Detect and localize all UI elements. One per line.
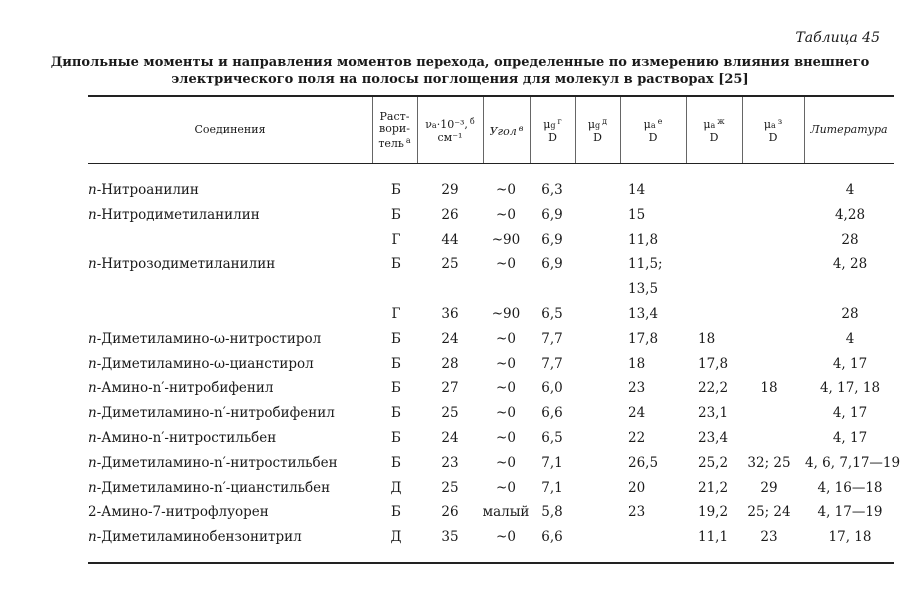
compound-cell: n-Нитроанилин (88, 182, 199, 198)
mu-a-2-cell: 21,2 (698, 479, 729, 496)
mu-g-d-cell (575, 426, 619, 451)
compound-cell: n-Нитродиметиланилин (88, 206, 260, 223)
solvent-cell: Б (391, 430, 401, 446)
nu-cell: 23 (441, 454, 459, 471)
nu-cell: 28 (441, 355, 459, 372)
mu-g-cell: 6,0 (541, 380, 563, 397)
mu-a-2-cell: 11,1 (698, 529, 729, 546)
mu-a-3-cell (742, 178, 796, 203)
compound-cell: n-Нитрозодиметиланилин (88, 256, 276, 273)
literature-cell: 4, 16—18 (817, 479, 883, 496)
angle-cell (482, 277, 530, 302)
table-row (0, 401, 920, 426)
mu-g-d-cell (575, 352, 619, 377)
table-row (0, 178, 920, 203)
mu-a-2-cell (690, 277, 742, 302)
nu-cell: 25 (441, 405, 459, 422)
literature-cell: 4, 6, 7,17—19 (805, 454, 901, 471)
nu-cell: 44 (441, 231, 459, 248)
mu-a-1-cell: 13,5 (628, 281, 659, 298)
compound-cell: n-Амино-n′-нитростильбен (88, 430, 277, 446)
mu-a-2-cell: 23,4 (698, 430, 729, 446)
solvent-cell: Б (391, 454, 401, 471)
mu-a-2-cell: 25,2 (698, 454, 729, 471)
angle-cell: ~0 (496, 206, 516, 223)
header-compound: Соединения (194, 123, 266, 136)
literature-cell: 4, 17 (832, 405, 868, 422)
mu-a-1-cell: 15 (628, 206, 646, 223)
compound-cell: n-Диметиламино-n′-нитробифенил (88, 405, 335, 422)
mu-a-2-cell (690, 178, 742, 203)
table-row (0, 426, 920, 451)
table-row (0, 228, 920, 253)
mu-a-3-cell (742, 252, 796, 277)
table-row (0, 376, 920, 401)
mu-g-cell: 7,1 (541, 479, 563, 496)
table-row (0, 302, 920, 327)
angle-cell: ~0 (496, 405, 516, 422)
mu-a-1-cell: 26,5 (628, 454, 659, 471)
nu-cell: 35 (441, 529, 459, 546)
mu-g-d-cell (575, 277, 619, 302)
header-mu-a-2: μa $^ж$ D (703, 117, 725, 144)
mu-a-3-cell (742, 352, 796, 377)
literature-cell: 4 (845, 182, 855, 198)
mu-a-1-cell (620, 525, 678, 550)
compound-cell: n-Диметиламинобензонитрил (88, 529, 302, 546)
bottom-rule (88, 562, 894, 564)
solvent-cell: Г (391, 306, 401, 322)
mu-a-1-cell: 14 (628, 182, 646, 198)
mu-a-2-cell (690, 228, 742, 253)
mu-a-1-cell: 24 (628, 405, 646, 422)
angle-cell: ~0 (496, 430, 516, 446)
table-row (0, 525, 920, 550)
mu-a-1-cell: 23 (628, 380, 646, 397)
angle-cell: ~0 (496, 330, 516, 347)
mu-a-2-cell (690, 302, 742, 327)
mu-g-d-cell (575, 525, 619, 550)
mu-g-cell (530, 277, 574, 302)
mu-a-3-cell: 32; 25 (747, 454, 791, 471)
mu-g-cell: 7,7 (541, 355, 563, 372)
compound-cell: n-Амино-n′-нитробифенил (88, 380, 274, 397)
nu-cell: 27 (441, 380, 459, 397)
header-rule (88, 163, 894, 164)
mu-a-1-cell: 11,5; (628, 256, 663, 273)
mu-g-cell: 7,7 (541, 330, 563, 347)
literature-cell: 4 (845, 330, 855, 347)
mu-a-2-cell: 19,2 (698, 504, 729, 521)
mu-a-1-cell: 13,4 (628, 306, 659, 322)
solvent-cell: Б (391, 405, 401, 422)
mu-a-3-cell: 18 (760, 380, 778, 397)
solvent-cell: Б (391, 380, 401, 397)
header-nu: νa·10⁻³, $^б$ см⁻¹ (425, 117, 475, 144)
mu-a-2-cell: 17,8 (698, 355, 729, 372)
literature-cell: 28 (841, 231, 859, 248)
mu-a-3-cell (742, 426, 796, 451)
literature-cell: 4,28 (834, 206, 866, 223)
compound-cell: n-Диметиламино-n′-нитростильбен (88, 454, 338, 471)
mu-g-cell: 6,9 (541, 206, 563, 223)
header-angle: Угол $^в$ (489, 123, 524, 138)
nu-cell: 25 (441, 479, 459, 496)
caption-line-1: Дипольные моменты и направления моментов перехода, определенные по измерению влияния внешнего (50, 55, 870, 70)
angle-cell: ~0 (496, 479, 516, 496)
table-row (0, 352, 920, 377)
mu-g-cell: 6,9 (541, 231, 563, 248)
angle-cell: ~0 (496, 182, 516, 198)
mu-g-cell: 6,5 (541, 430, 563, 446)
mu-g-d-cell (575, 376, 619, 401)
mu-a-3-cell (742, 203, 796, 228)
mu-g-d-cell (575, 178, 619, 203)
solvent-cell: Б (391, 355, 401, 372)
solvent-cell: Б (391, 182, 401, 198)
solvent-cell: Б (391, 256, 401, 273)
angle-cell: ~0 (496, 529, 516, 546)
nu-cell: 24 (441, 430, 459, 446)
solvent-cell: Б (391, 206, 401, 223)
angle-cell: ~90 (491, 306, 521, 322)
angle-cell: ~0 (496, 256, 516, 273)
mu-a-3-cell (742, 401, 796, 426)
literature-cell: 28 (841, 306, 859, 322)
angle-cell: ~0 (496, 380, 516, 397)
mu-g-d-cell (575, 476, 619, 501)
solvent-cell: Д (390, 529, 402, 546)
mu-g-d-cell (575, 302, 619, 327)
solvent-cell: Б (391, 330, 401, 347)
nu-cell: 26 (441, 206, 459, 223)
mu-g-d-cell (575, 401, 619, 426)
table-caption (0, 54, 920, 88)
nu-cell: 29 (441, 182, 459, 198)
literature-cell: 4, 17 (832, 430, 868, 446)
mu-a-1-cell: 18 (628, 355, 646, 372)
table-row (0, 252, 920, 277)
table-row (0, 500, 920, 525)
mu-a-3-cell (742, 302, 796, 327)
nu-cell: 24 (441, 330, 459, 347)
mu-g-d-cell (575, 252, 619, 277)
angle-cell: ~90 (491, 231, 521, 248)
literature-cell: 4, 17, 18 (819, 380, 881, 397)
caption-line-2: электрического поля на полосы поглощения для молекул в растворах [25] (171, 72, 749, 87)
mu-a-3-cell (742, 327, 796, 352)
nu-cell: 26 (441, 504, 459, 521)
literature-cell: 4, 28 (832, 256, 868, 273)
header-mu-a-1: μa $^е$ D (643, 117, 663, 144)
mu-g-cell: 6,6 (541, 405, 563, 422)
mu-g-cell: 6,9 (541, 256, 563, 273)
mu-a-2-cell (690, 203, 742, 228)
mu-a-3-cell: 25; 24 (747, 504, 791, 521)
mu-a-2-cell (690, 252, 742, 277)
mu-g-cell: 6,6 (541, 529, 563, 546)
header-mu-a-3: μa $^з$ D (763, 117, 783, 144)
mu-a-1-cell: 11,8 (628, 231, 659, 248)
nu-cell: 25 (441, 256, 459, 273)
solvent-cell: Г (391, 231, 401, 248)
literature-cell: 4, 17 (832, 355, 868, 372)
mu-a-2-cell: 23,1 (698, 405, 729, 422)
solvent-cell (375, 277, 417, 302)
angle-cell: ~0 (496, 454, 516, 471)
nu-cell (418, 277, 482, 302)
mu-g-d-cell (575, 500, 619, 525)
compound-cell: n-Диметиламино-n′-цианстильбен (88, 479, 331, 496)
nu-cell: 36 (441, 306, 459, 322)
mu-a-1-cell: 20 (628, 479, 646, 496)
mu-a-2-cell: 18 (698, 330, 716, 347)
solvent-cell: Д (390, 479, 402, 496)
mu-a-3-cell: 29 (760, 479, 778, 496)
table-row (0, 277, 920, 302)
mu-g-d-cell (575, 228, 619, 253)
header-mu-g-d: μg $^д$ D (587, 117, 608, 144)
solvent-cell: Б (391, 504, 401, 521)
mu-a-1-cell: 23 (628, 504, 646, 521)
compound-cell: 2-Амино-7-нитрофлуорен (88, 504, 269, 521)
angle-cell: малый (482, 504, 530, 521)
mu-g-cell: 7,1 (541, 454, 563, 471)
table-row (0, 327, 920, 352)
table-row (0, 451, 920, 476)
literature-cell (805, 277, 895, 302)
mu-g-d-cell (575, 327, 619, 352)
literature-cell: 17, 18 (828, 529, 872, 546)
table-label: Таблица 45 (795, 30, 880, 46)
header-literature: Литература (810, 123, 888, 136)
mu-a-2-cell: 22,2 (698, 380, 729, 397)
compound-cell: n-Диметиламино-ω-цианстирол (88, 355, 314, 372)
mu-a-1-cell: 17,8 (628, 330, 659, 347)
mu-g-cell: 6,3 (541, 182, 563, 198)
mu-a-3-cell: 23 (760, 529, 778, 546)
table-row (0, 203, 920, 228)
mu-a-3-cell (742, 228, 796, 253)
mu-g-d-cell (575, 203, 619, 228)
mu-a-1-cell: 22 (628, 430, 646, 446)
mu-g-cell: 5,8 (541, 504, 563, 521)
mu-a-3-cell (742, 277, 796, 302)
literature-cell: 4, 17—19 (817, 504, 883, 521)
header-solvent: Раст- вори- тель $^а$ (378, 109, 411, 150)
mu-g-cell: 6,5 (541, 306, 563, 322)
table-row (0, 476, 920, 501)
compound-cell: n-Диметиламино-ω-нитростирол (88, 330, 322, 347)
mu-g-d-cell (575, 451, 619, 476)
header-mu-g: μg $^г$ D (543, 117, 562, 144)
angle-cell: ~0 (496, 355, 516, 372)
